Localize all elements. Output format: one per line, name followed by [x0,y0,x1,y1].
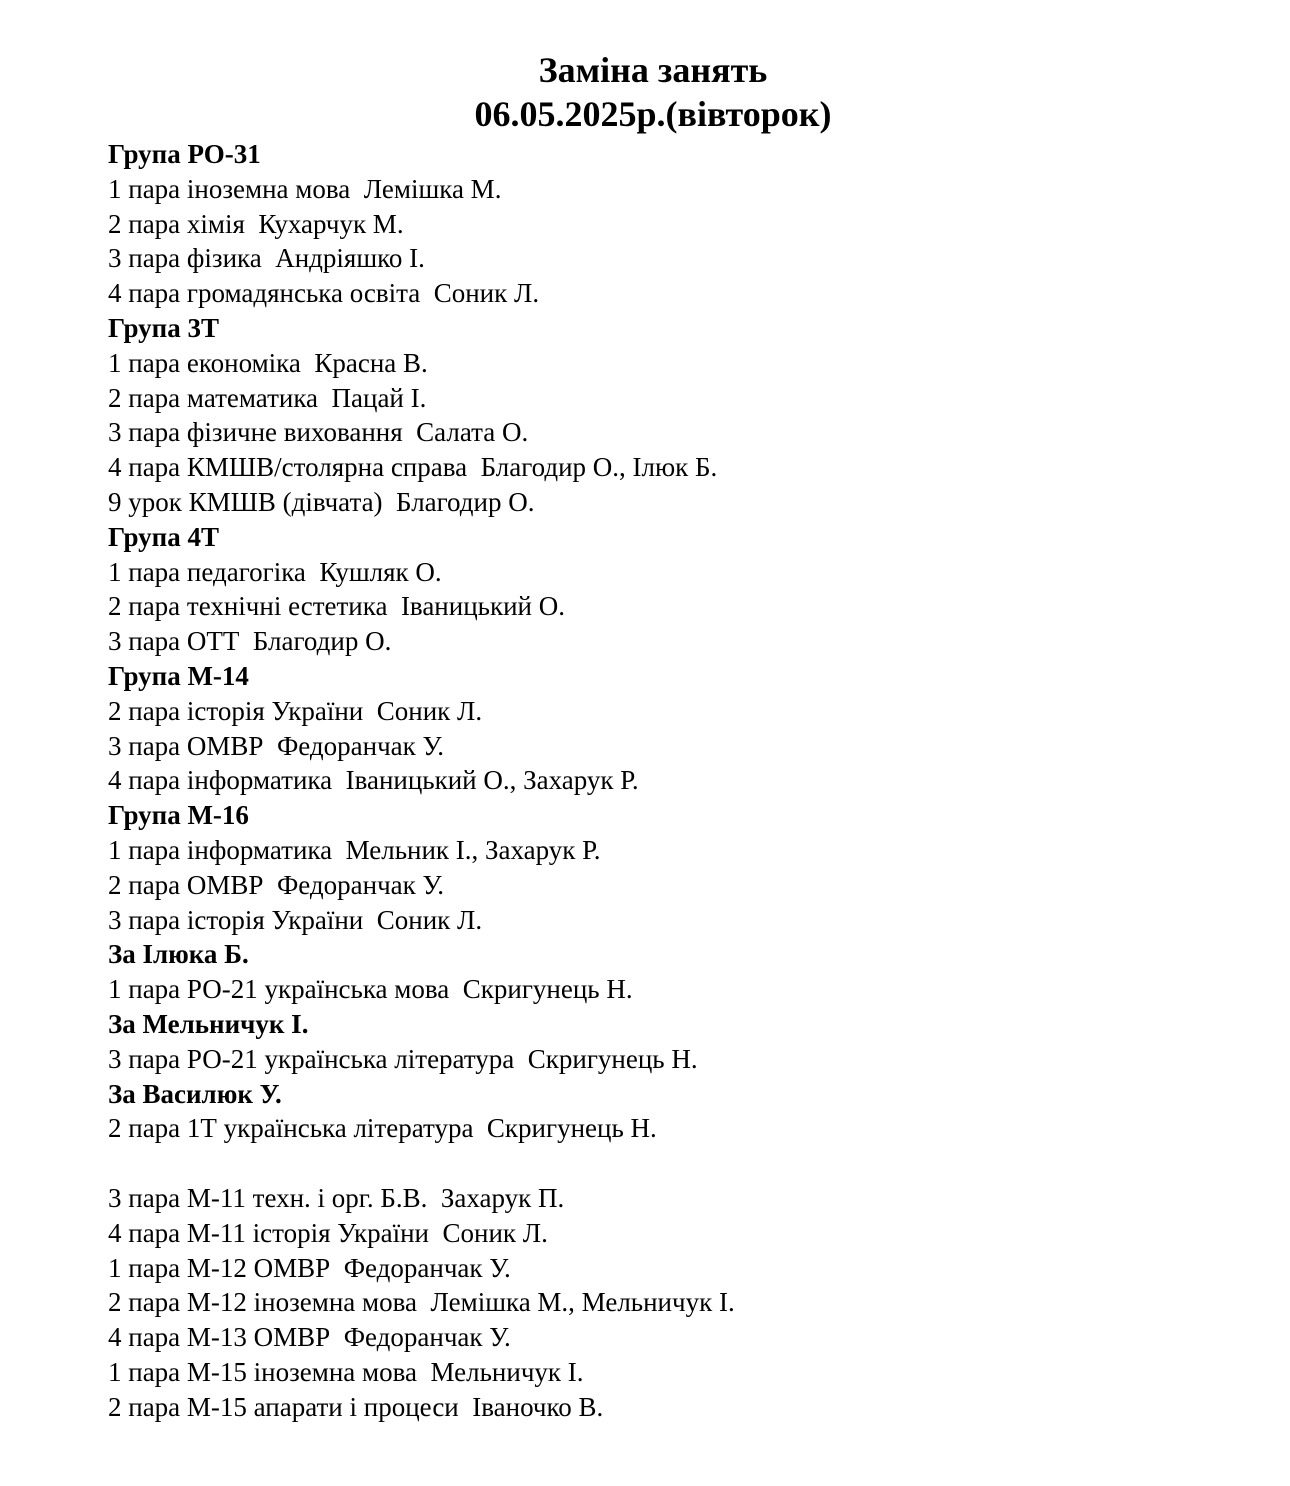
schedule-item: 4 пара інформатика Іваницький О., Захарук Р. [108,765,639,796]
schedule-item: 2 пара технічні естетика Іваницький О. [108,591,565,622]
schedule-item: 3 пара ОТТ Благодир О. [108,626,392,657]
schedule-item: 4 пара М-13 ОМВР Федоранчак У. [108,1322,511,1353]
section-heading: Група 4Т [108,521,219,552]
schedule-item: 3 пара ОМВР Федоранчак У. [108,730,444,761]
section-heading: Група 3Т [108,312,219,343]
section-heading: Група М-16 [108,800,249,831]
schedule-list [108,137,1258,1424]
schedule-item: 2 пара М-12 іноземна мова Лемішка М., Мельничук І. [108,1287,735,1318]
schedule-item: 2 пара ОМВР Федоранчак У. [108,869,444,900]
schedule-item: 1 пара М-15 іноземна мова Мельничук І. [108,1356,584,1387]
schedule-item: 1 пара іноземна мова Лемішка М. [108,173,502,204]
schedule-item: 2 пара 1Т українська література Скригунець Н. [108,1113,657,1144]
document-title [0,48,1290,136]
schedule-item: 2 пара історія України Соник Л. [108,695,483,726]
section-heading: За Мельничук І. [108,1008,309,1039]
schedule-item: 3 пара РО-21 українська література Скригунець Н. [108,1043,698,1074]
schedule-item: 3 пара історія України Соник Л. [108,904,483,935]
schedule-item: 3 пара М-11 техн. і орг. Б.В. Захарук П. [108,1182,565,1213]
schedule-item: 1 пара інформатика Мельник І., Захарук Р. [108,834,601,865]
section-heading: За Василюк У. [108,1078,282,1109]
section-heading: Група РО-31 [108,139,261,169]
section-heading: Група М-14 [108,660,249,691]
title-date-line: 06.05.2025р.(вівторок) [474,94,832,134]
schedule-item: 4 пара М-11 історія України Соник Л. [108,1217,548,1248]
schedule-item: 3 пара фізика Андріяшко І. [108,243,425,274]
schedule-item: 4 пара громадянська освіта Соник Л. [108,278,540,309]
title-line: Заміна занять [538,50,768,90]
schedule-item: 9 урок КМШВ (дівчата) Благодир О. [108,486,535,517]
schedule-item: 4 пара КМШВ/столярна справа Благодир О., Ілюк Б. [108,452,718,483]
schedule-item: 1 пара педагогіка Кушляк О. [108,556,442,587]
schedule-item: 2 пара М-15 апарати і процеси Іваночко В. [108,1391,604,1422]
schedule-item: 3 пара фізичне виховання Салата О. [108,417,529,448]
schedule-item: 1 пара РО-21 українська мова Скригунець Н. [108,974,633,1005]
schedule-item: 1 пара М-12 ОМВР Федоранчак У. [108,1252,511,1283]
section-heading: За Ілюка Б. [108,939,249,970]
schedule-item: 2 пара математика Пацай І. [108,382,427,413]
schedule-item: 2 пара хімія Кухарчук М. [108,208,404,239]
schedule-item: 1 пара економіка Красна В. [108,347,428,378]
blank-line [108,1146,1258,1181]
